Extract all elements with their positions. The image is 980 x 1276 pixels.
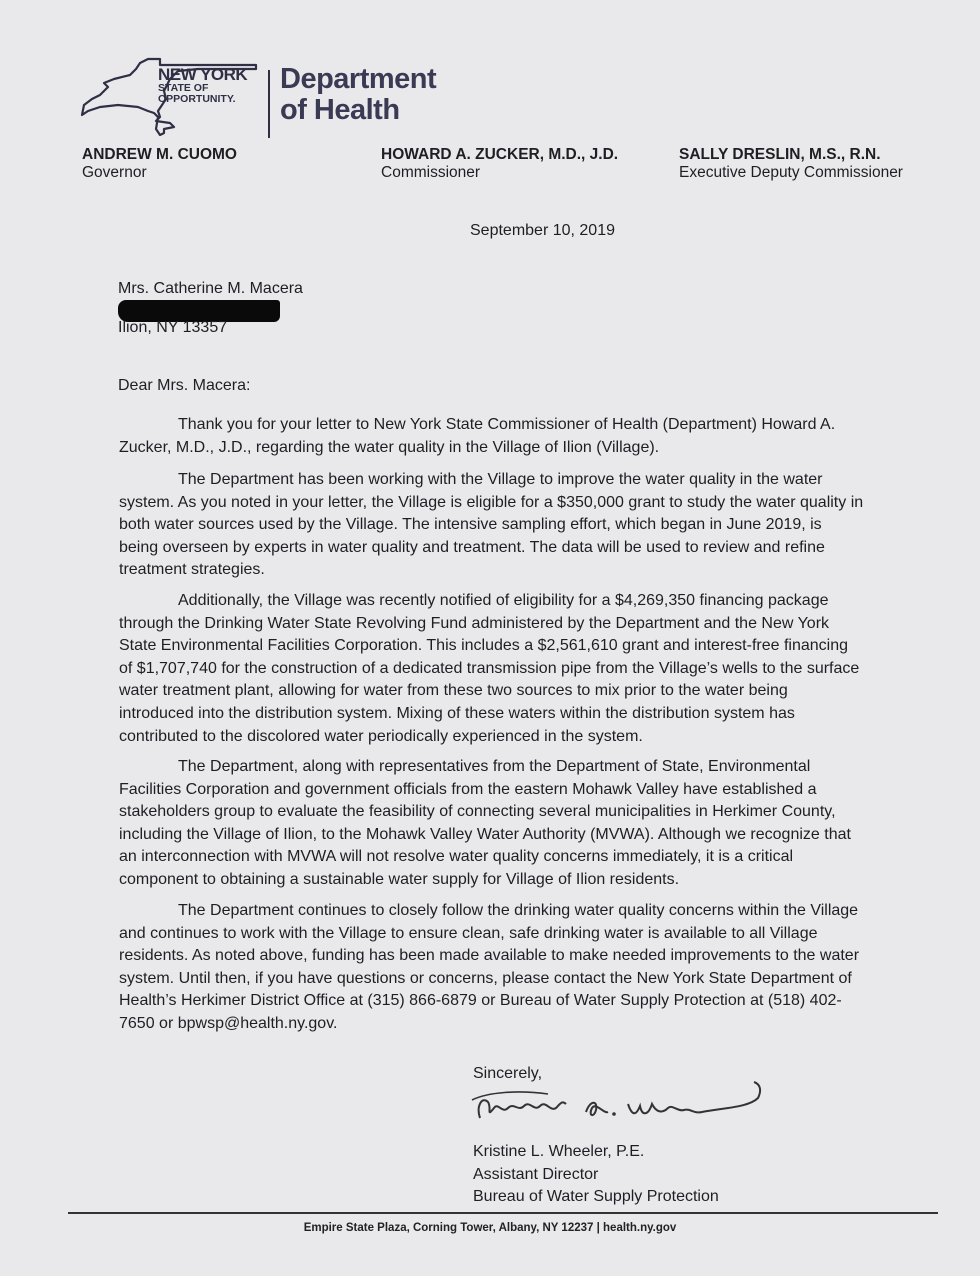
state-tagline-2: OPPORTUNITY. [158,93,236,106]
body-paragraph [119,756,864,892]
signer-bureau: Bureau of Water Supply Protection [473,1188,719,1206]
footer-rule [68,1212,938,1214]
official-commissioner [381,146,618,182]
department-line-1: Department [280,63,437,95]
paragraph-text: Additionally, the Village was recently notified of eligibility for a $4,269,350 financing package through the Drinking Water State Revolving Fund administered by the Department and the New York State Environmental Facilities Corporation. This includes a $2,561,610 grant and interest-free financing of $1,707,740 for the construction of a dedicated transmission pipe from the Village’s wells to the surface water treatment plant, allowing for water from these two sources to mix prior to the water being introduced into the distribution system. Mixing of these waters within the distribution system has contributed to the discolored water periodically experienced in the system. [119,592,860,745]
official-title: Executive Deputy Commissioner [679,164,903,182]
handwritten-signature [458,1078,768,1128]
letter-date: September 10, 2019 [470,222,615,239]
official-title: Commissioner [381,164,481,182]
state-tagline-1: STATE OF [158,82,209,94]
body-paragraph [119,469,864,582]
closing: Sincerely, [473,1065,543,1082]
footer-address: Empire State Plaza, Corning Tower, Albany, NY 12237 | health.ny.gov [303,1222,677,1234]
signer-name: Kristine L. Wheeler, P.E. [473,1143,645,1160]
salutation: Dear Mrs. Macera: [118,377,251,394]
ny-logo-text [158,66,247,105]
logo-divider [268,70,270,138]
paragraph-text: The Department has been working with the Village to improve the water quality in the water system. As you noted in your letter, the Village is eligible for a $350,000 grant to study the water quality in both water sources used by the Village. The intensive sampling effort, which began in June 2019, is being overseen by experts in water quality and treatment. The data will be used to review and refine treatment strategies. [119,471,864,579]
recipient-name: Mrs. Catherine M. Macera [118,280,303,297]
official-governor [82,146,237,182]
body-paragraph [119,900,864,1036]
official-name: HOWARD A. ZUCKER, M.D., J.D. [381,146,619,163]
official-title: Governor [82,164,147,182]
department-title [280,64,436,126]
paragraph-text: The Department continues to closely follow the drinking water quality concerns within the Village and continues to work with the Village to ensure clean, safe drinking water is available to all Village residents. As noted above, funding has been made available to make needed improvements to the water system. Until then, if you have questions or concerns, please contact the New York State Department of Health’s Herkimer District Office at (315) 866-6879 or Bureau of Water Supply Protection at (518) 402-7650 or bpwsp@health.ny.gov. [119,902,860,1032]
official-name: ANDREW M. CUOMO [82,146,237,163]
paragraph-text: The Department, along with representatives from the Department of State, Environmental Facilities Corporation and government officials from the eastern Mohawk Valley have established a stakeholders group to evaluate the feasibility of connecting several municipalities in Herkimer County, including the Village of Ilion, to the Mohawk Valley Water Authority (MVWA). Although we recognize that an interconnection with MVWA will not resolve water quality concerns immediately, it is a critical component to obtaining a sustainable water supply for Village of Ilion residents. [119,758,851,888]
signer-block [473,1141,719,1209]
recipient-city: Ilion, NY 13357 [118,319,228,336]
department-line-2: of Health [280,94,400,127]
state-name: NEW YORK [158,65,248,84]
official-deputy-commissioner [679,146,903,182]
signer-title: Assistant Director [473,1165,599,1183]
official-name: SALLY DRESLIN, M.S., R.N. [679,146,881,163]
body-paragraph [119,590,864,748]
body-paragraph [119,414,864,459]
paragraph-text: Thank you for your letter to New York State Commissioner of Health (Department) Howard A. Zucker, M.D., J.D., regarding the water quality in the Village of Ilion (Village). [119,416,836,456]
